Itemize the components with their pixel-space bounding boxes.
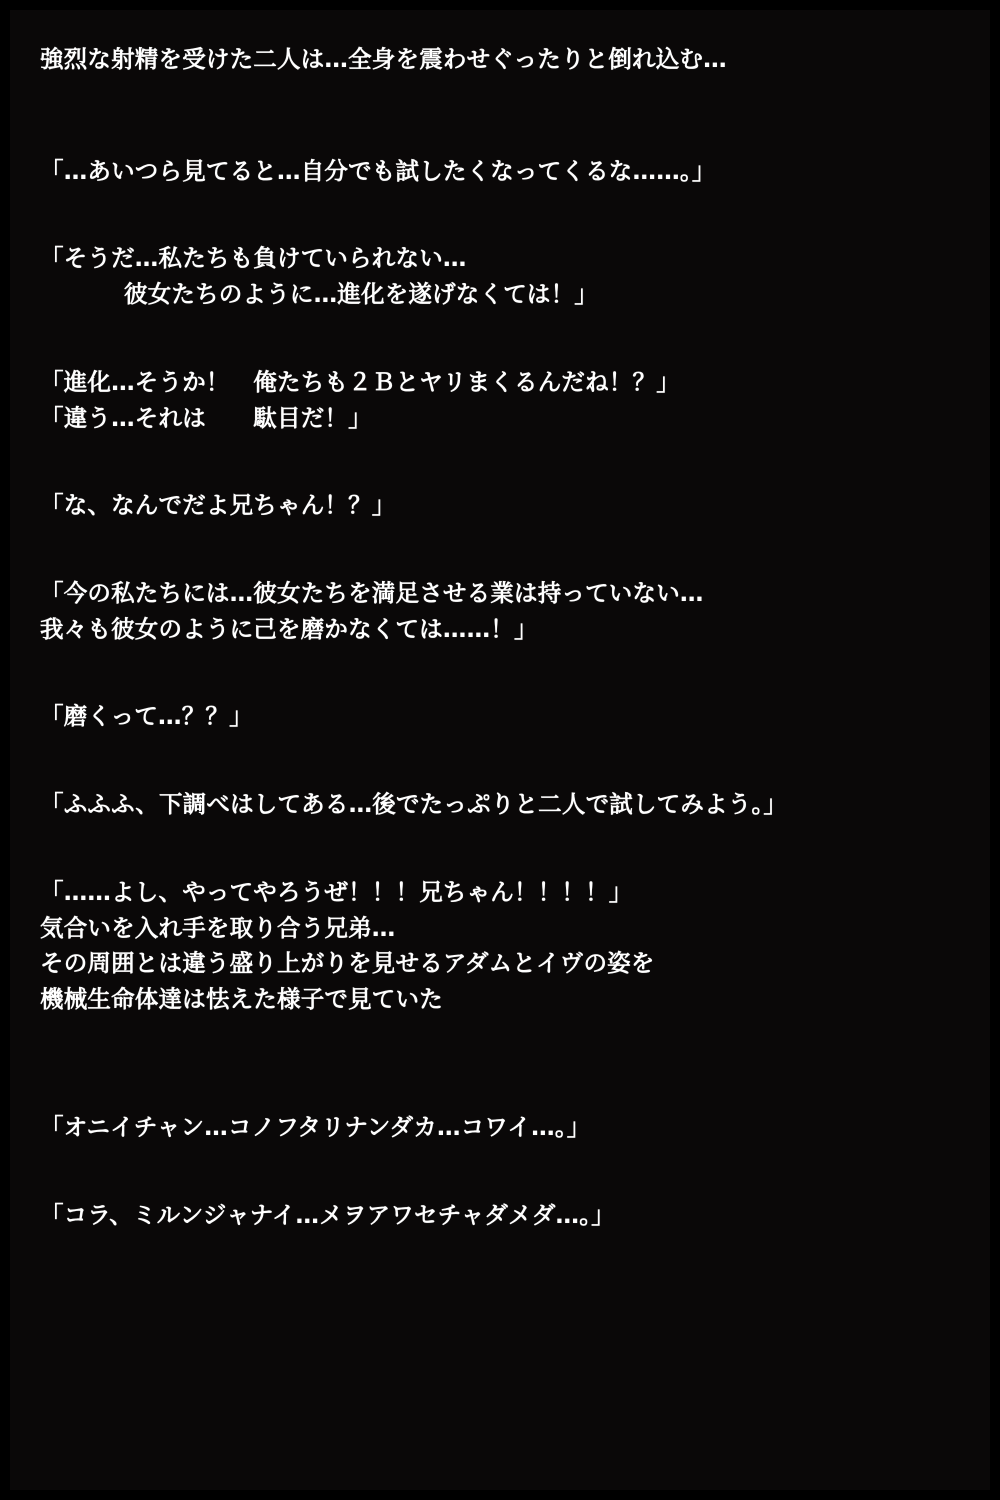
spacer: [40, 78, 960, 154]
dialogue-line-continued: 彼女たちのように…進化を遂げなくては！」: [124, 280, 598, 309]
dialogue-line: 「今の私たちには…彼女たちを満足させる業は持っていない…: [40, 579, 704, 608]
narration-line: 気合いを入れ手を取り合う兄弟…: [40, 913, 396, 942]
dialogue-line: 「……よし、やってやろうぜ！！！兄ちゃん！！！！」: [40, 877, 633, 906]
dialogue-line: 「進化…そうか！ 俺たちも２Ｂとヤリまくるんだね！？」: [40, 367, 680, 396]
dialogue-line: 「そうだ…私たちも負けていられない…: [40, 244, 467, 273]
spacer: [40, 1094, 960, 1110]
narration-line: その周囲とは違う盛り上がりを見せるアダムとイヴの姿を: [40, 949, 655, 978]
dialogue-line: 「コラ、ミルンジャナイ…メヲアワセチャダメダ…。」: [40, 1200, 615, 1229]
spacer: [40, 524, 960, 576]
spacer: [40, 647, 960, 699]
spacer: [40, 735, 960, 787]
spacer: [40, 823, 960, 875]
dialogue-line: 「オニイチャン…コノフタリナンダカ…コワイ…。」: [40, 1112, 591, 1141]
spacer: [40, 436, 960, 488]
spacer: [40, 189, 960, 241]
dialogue-line: 「磨くって…？？」: [40, 702, 253, 731]
spacer: [40, 313, 960, 365]
dialogue-line: 「ふふふ、下調べはしてある…後でたっぷりと二人で試してみよう。」: [40, 790, 788, 819]
dialogue-line: 「違う…それは 駄目だ！」: [40, 403, 372, 432]
narration-line: 機械生命体達は怯えた様子で見ていた: [40, 985, 443, 1014]
spacer: [40, 1018, 960, 1094]
dialogue-line: 「な、なんでだよ兄ちゃん！？」: [40, 491, 396, 520]
dialogue-line: 「…あいつら見てると…自分でも試したくなってくるな……。」: [40, 156, 716, 185]
spacer: [40, 1146, 960, 1198]
dialogue-line-continued: 我々も彼女のように己を磨かなくては……！」: [40, 614, 538, 643]
narration-line: 強烈な射精を受けた二人は…全身を震わせぐったりと倒れ込む…: [40, 45, 727, 73]
